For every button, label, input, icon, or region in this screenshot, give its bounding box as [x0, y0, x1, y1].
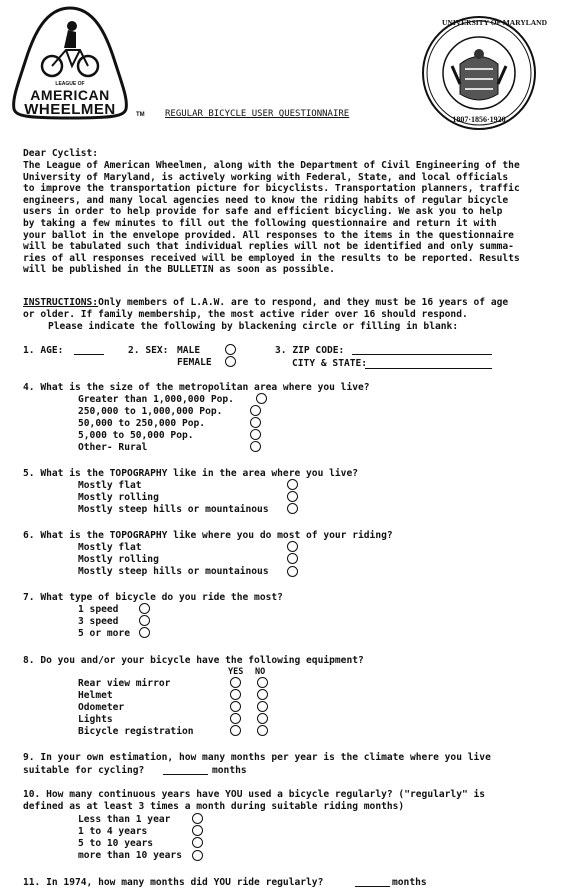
letter-line: your ballot in the envelope provided. All responses to the items in the questionnaire [23, 229, 514, 241]
q8-yes-radio[interactable] [230, 677, 241, 688]
instructions-line3: Please indicate the following by blackening circle or filling in blank: [48, 321, 459, 332]
age-field[interactable] [74, 343, 104, 355]
letter-line: will be tabulated such that individual replies will not be identified and only summa- [23, 241, 514, 253]
q4-question: 4. What is the size of the metropolitan area where you live? [23, 382, 370, 393]
seal-top-text: UNIVERSITY OF MARYLAND [442, 18, 548, 27]
q10-option: more than 10 years [78, 850, 182, 861]
q7-option: 1 speed [78, 604, 119, 615]
q6-question: 6. What is the TOPOGRAPHY like where you do most of your riding? [23, 530, 393, 541]
law-logo [6, 4, 134, 122]
q8-option: Lights [78, 714, 113, 725]
letter-line: by taking a few minutes to fill out the following questionnaire and return it with [23, 217, 497, 229]
q8-option: Odometer [78, 702, 125, 713]
q4-radio[interactable] [250, 417, 261, 428]
q5-option: Mostly flat [78, 480, 142, 491]
q8-yes-header: YES [228, 667, 244, 677]
q10-radio[interactable] [192, 850, 203, 861]
q8-option: Rear view mirror [78, 678, 171, 689]
q9-line2: suitable for cycling? [23, 765, 145, 776]
q4-radio[interactable] [250, 429, 261, 440]
q6-radio[interactable] [287, 566, 298, 577]
q4-option: Other- Rural [78, 442, 148, 453]
letter-line: ries of all responses received will be employed in the results to be reported. Results [23, 252, 520, 264]
salutation: Dear Cyclist: [23, 148, 99, 159]
q8-yes-radio[interactable] [230, 701, 241, 712]
age-label: 1. AGE: [23, 345, 64, 356]
zip-label: 3. ZIP CODE: [275, 345, 345, 356]
logo-line2: WHEELMEN [24, 101, 116, 118]
q8-no-radio[interactable] [257, 701, 268, 712]
letter-line: University of Maryland, is actively working with Federal, State, and local officials [23, 171, 509, 183]
q4-radio[interactable] [250, 405, 261, 416]
q4-radio[interactable] [250, 441, 261, 452]
q8-no-radio[interactable] [257, 725, 268, 736]
instructions-line2: or older. If family membership, the most active rider over 16 should respond. [23, 309, 468, 320]
logo-line1: AMERICAN [30, 87, 110, 103]
instructions-line1: Only members of L.A.W. are to respond, and they must be 16 years of age [98, 297, 509, 308]
q10-option: Less than 1 year [78, 814, 171, 825]
q7-radio[interactable] [139, 615, 150, 626]
page-title: REGULAR BICYCLE USER QUESTIONNAIRE [165, 109, 350, 119]
female-radio[interactable] [225, 356, 236, 367]
trademark: TM [136, 112, 145, 118]
q4-option: Greater than 1,000,000 Pop. [78, 394, 234, 405]
city-label: CITY & STATE: [292, 358, 368, 369]
male-radio[interactable] [225, 344, 236, 355]
q8-yes-radio[interactable] [230, 689, 241, 700]
q7-question: 7. What type of bicycle do you ride the most? [23, 592, 283, 603]
letter-line: will be published in the BULLETIN as soon as possible. [23, 264, 335, 276]
logo-small-text: LEAGUE OF [55, 81, 85, 87]
q8-option: Bicycle registration [78, 726, 194, 737]
q10-radio[interactable] [192, 813, 203, 824]
q6-radio[interactable] [287, 541, 298, 552]
q8-no-radio[interactable] [257, 677, 268, 688]
letter-body [23, 160, 520, 276]
q8-yes-radio[interactable] [230, 725, 241, 736]
q4-option: 5,000 to 50,000 Pop. [78, 430, 194, 441]
city-field[interactable] [365, 357, 492, 369]
female-label: FEMALE [177, 357, 212, 368]
letter-line: engineers, and many local agencies need to know the riding habits of regular bicycle [23, 194, 509, 206]
q8-option: Helmet [78, 690, 113, 701]
q8-no-radio[interactable] [257, 713, 268, 724]
q9-months-field[interactable] [163, 763, 208, 775]
instructions-label: INSTRUCTIONS: [23, 297, 99, 308]
sex-label: 2. SEX: [128, 345, 169, 356]
q7-radio[interactable] [139, 627, 150, 638]
q5-option: Mostly steep hills or mountainous [78, 504, 269, 515]
q6-option: Mostly rolling [78, 554, 159, 565]
q7-option: 3 speed [78, 616, 119, 627]
q11-unit: months [392, 877, 427, 888]
letter-line: users in order to help provide for safe and efficient bicycling. We ask you to help [23, 206, 503, 218]
q10-line1: 10. How many continuous years have YOU used a bicycle regularly? ("regularly" is [23, 789, 486, 800]
q11-months-field[interactable] [355, 875, 390, 887]
q9-line1: 9. In your own estimation, how many months per year is the climate where you live [23, 752, 491, 763]
q4-option: 250,000 to 1,000,000 Pop. [78, 406, 223, 417]
letter-line: The League of American Wheelmen, along with the Department of Civil Engineering of the [23, 160, 520, 171]
q8-yes-radio[interactable] [230, 713, 241, 724]
q8-question: 8. Do you and/or your bicycle have the following equipment? [23, 655, 364, 666]
seal-bottom-text: 1807·1856·1920 [452, 115, 506, 124]
q10-radio[interactable] [192, 825, 203, 836]
q9-unit: months [212, 765, 247, 776]
q10-option: 5 to 10 years [78, 838, 154, 849]
q5-radio[interactable] [287, 491, 298, 502]
q8-no-radio[interactable] [257, 689, 268, 700]
zip-field[interactable] [352, 343, 492, 355]
university-seal [420, 14, 548, 132]
q5-radio[interactable] [287, 479, 298, 490]
instructions [23, 297, 508, 309]
letter-line: to improve the transportation picture for bicyclists. Transportation planners, traffic [23, 183, 520, 195]
q6-radio[interactable] [287, 553, 298, 564]
q10-radio[interactable] [192, 837, 203, 848]
q4-radio[interactable] [256, 393, 267, 404]
q5-question: 5. What is the TOPOGRAPHY like in the area where you live? [23, 468, 359, 479]
q5-radio[interactable] [287, 503, 298, 514]
q10-line2: defined as at least 3 times a month during suitable riding months) [23, 801, 405, 812]
q4-option: 50,000 to 250,000 Pop. [78, 418, 206, 429]
q7-option: 5 or more [78, 628, 130, 639]
q11-question: 11. In 1974, how many months did YOU ride regularly? [23, 877, 324, 888]
q5-option: Mostly rolling [78, 492, 159, 503]
q6-option: Mostly flat [78, 542, 142, 553]
q7-radio[interactable] [139, 603, 150, 614]
q10-option: 1 to 4 years [78, 826, 148, 837]
q8-no-header: NO [255, 667, 266, 677]
male-label: MALE [177, 345, 201, 356]
q6-option: Mostly steep hills or mountainous [78, 566, 269, 577]
